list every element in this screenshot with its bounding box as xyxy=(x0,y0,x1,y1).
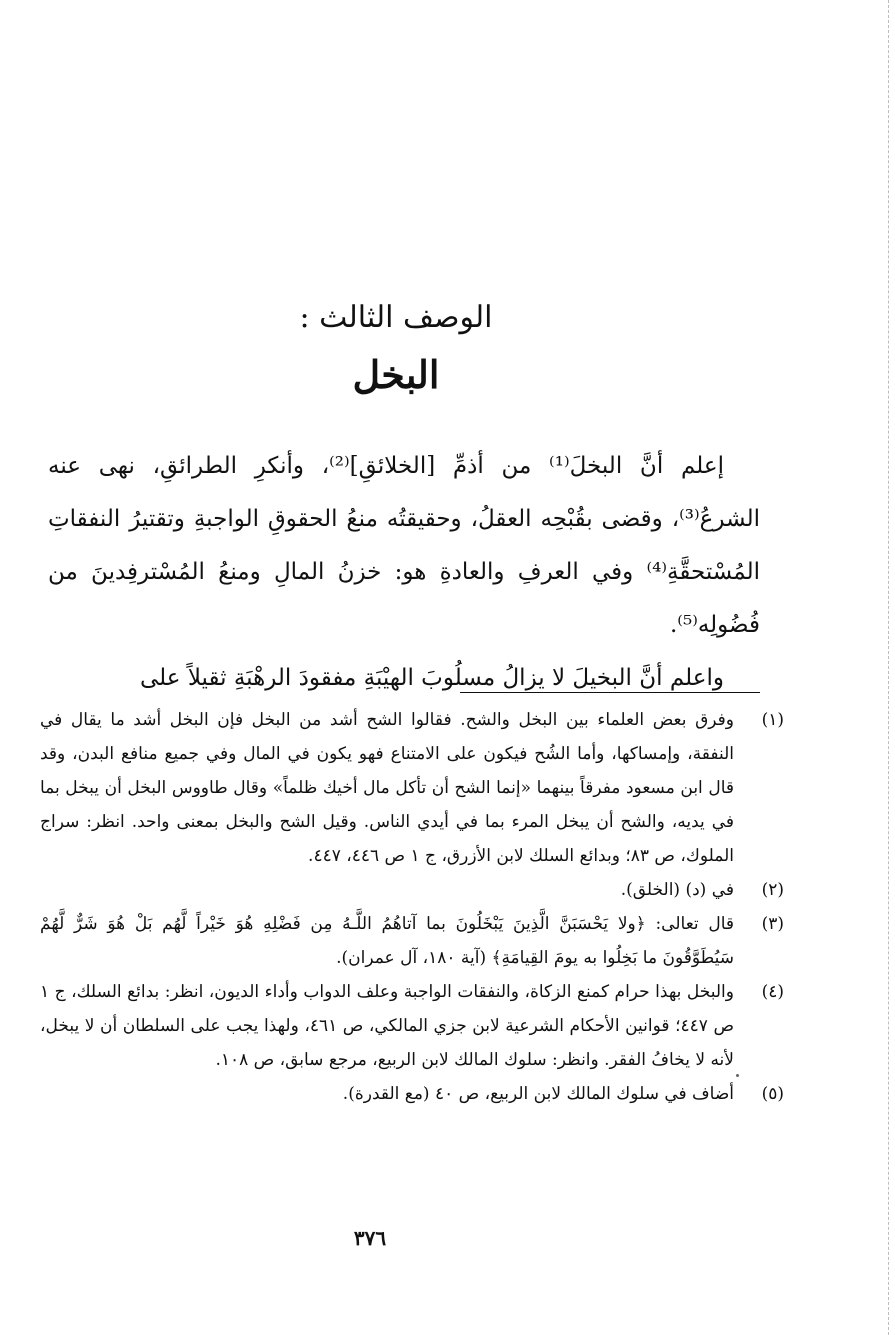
footnote xyxy=(40,975,784,1077)
footnotes xyxy=(40,703,784,1111)
page-edge-line xyxy=(887,0,889,1335)
footnote xyxy=(40,907,784,975)
footnote xyxy=(40,873,784,907)
footnote-number: (٤) xyxy=(761,982,784,1002)
section-subtitle: الوصف الثالث : xyxy=(299,300,493,335)
main-text xyxy=(48,440,760,705)
footnote-text: وفرق بعض العلماء بين البخل والشح. فقالوا الشح أشد من البخل فإن البخل أشد ما يقال في النفقة، وإمساكها، وأما الشُح فيكون على الامتناع فهو يكون في المال وفي جميع منافع البدن، وقد قال ابن مسعود مفرقاً بينهما «إنما الشح أن تأكل مال أخيك ظلماً» وقال طاووس البخل أن يبخل بما في يديه، والشح أن يبخل المرء بما في أيدي الناس. وقيل الشح والبخل بمعنى واحد. انظر: سراج الملوك، ص ٨٣؛ وبدائع السلك لابن الأزرق، ج ١ ص ٤٤٦، ٤٤٧. xyxy=(40,710,734,866)
page-number: ٣٧٦ xyxy=(353,1226,387,1250)
footnote-text: قال تعالى: ﴿ولا يَحْسَبَنَّ الَّذِينَ يَبْخَلُونَ بما آتاهُمُ اللَّـهُ مِن فَضْلِهِ هُوَ خَيْراً لَّهُم بَلْ هُوَ شَرٌّ لَّهُمْ سَيُطَوَّقُونَ ما بَخِلُوا به يومَ القِيامَةِ﴾ (آية ١٨٠، آل عمران). xyxy=(40,914,734,968)
footnote-number: (٣) xyxy=(761,914,784,934)
footnote xyxy=(40,1077,784,1111)
footnote-text: أضاف في سلوك المالك لابن الربيع، ص ٤٠ (مع القدرة). xyxy=(342,1084,734,1104)
scan-speck xyxy=(736,1074,739,1077)
footnote-number: (٢) xyxy=(761,880,784,900)
footnote-number: (١) xyxy=(761,710,784,730)
footnote xyxy=(40,703,784,873)
body-paragraph: واعلم أنَّ البخيلَ لا يزالُ مسلُوبَ الهيْبَةِ مفقودَ الرهْبَةِ ثقيلاً على xyxy=(140,665,724,691)
section-title: البخل xyxy=(352,352,440,397)
footnote-separator xyxy=(460,692,760,693)
body-paragraph: إعلم أنَّ البخلَ⁽¹⁾ من أذمِّ [الخلائقِ]⁽²⁾، وأنكرِ الطرائقِ، نهى عنه الشرعُ⁽³⁾، وقضى بقُبْحِه العقلُ، وحقيقتُه منعُ الحقوقِ الواجبةِ وتقتيرُ النفقاتِ المُسْتحقَّةِ⁽⁴⁾ وفي العرفِ والعادةِ هو: خزنُ المالِ ومنعُ المُسْترفِدينَ من فُضُولِه⁽⁵⁾. xyxy=(48,453,760,638)
footnote-text: والبخل بهذا حرام كمنع الزكاة، والنفقات الواجبة وعلف الدواب وأداء الديون، انظر: بدائع السلك، ج ١ ص ٤٤٧؛ قوانين الأحكام الشرعية لابن جزي المالكي، ص ٤٦١، ولهذا يجب على السلطان أن لا يبخل، لأنه لا يخافُ الفقر. وانظر: سلوك المالك لابن الربيع، مرجع سابق، ص ١٠٨. xyxy=(40,982,734,1070)
footnote-text: في (د) (الخلق). xyxy=(620,880,734,900)
footnote-number: (٥) xyxy=(761,1084,784,1104)
